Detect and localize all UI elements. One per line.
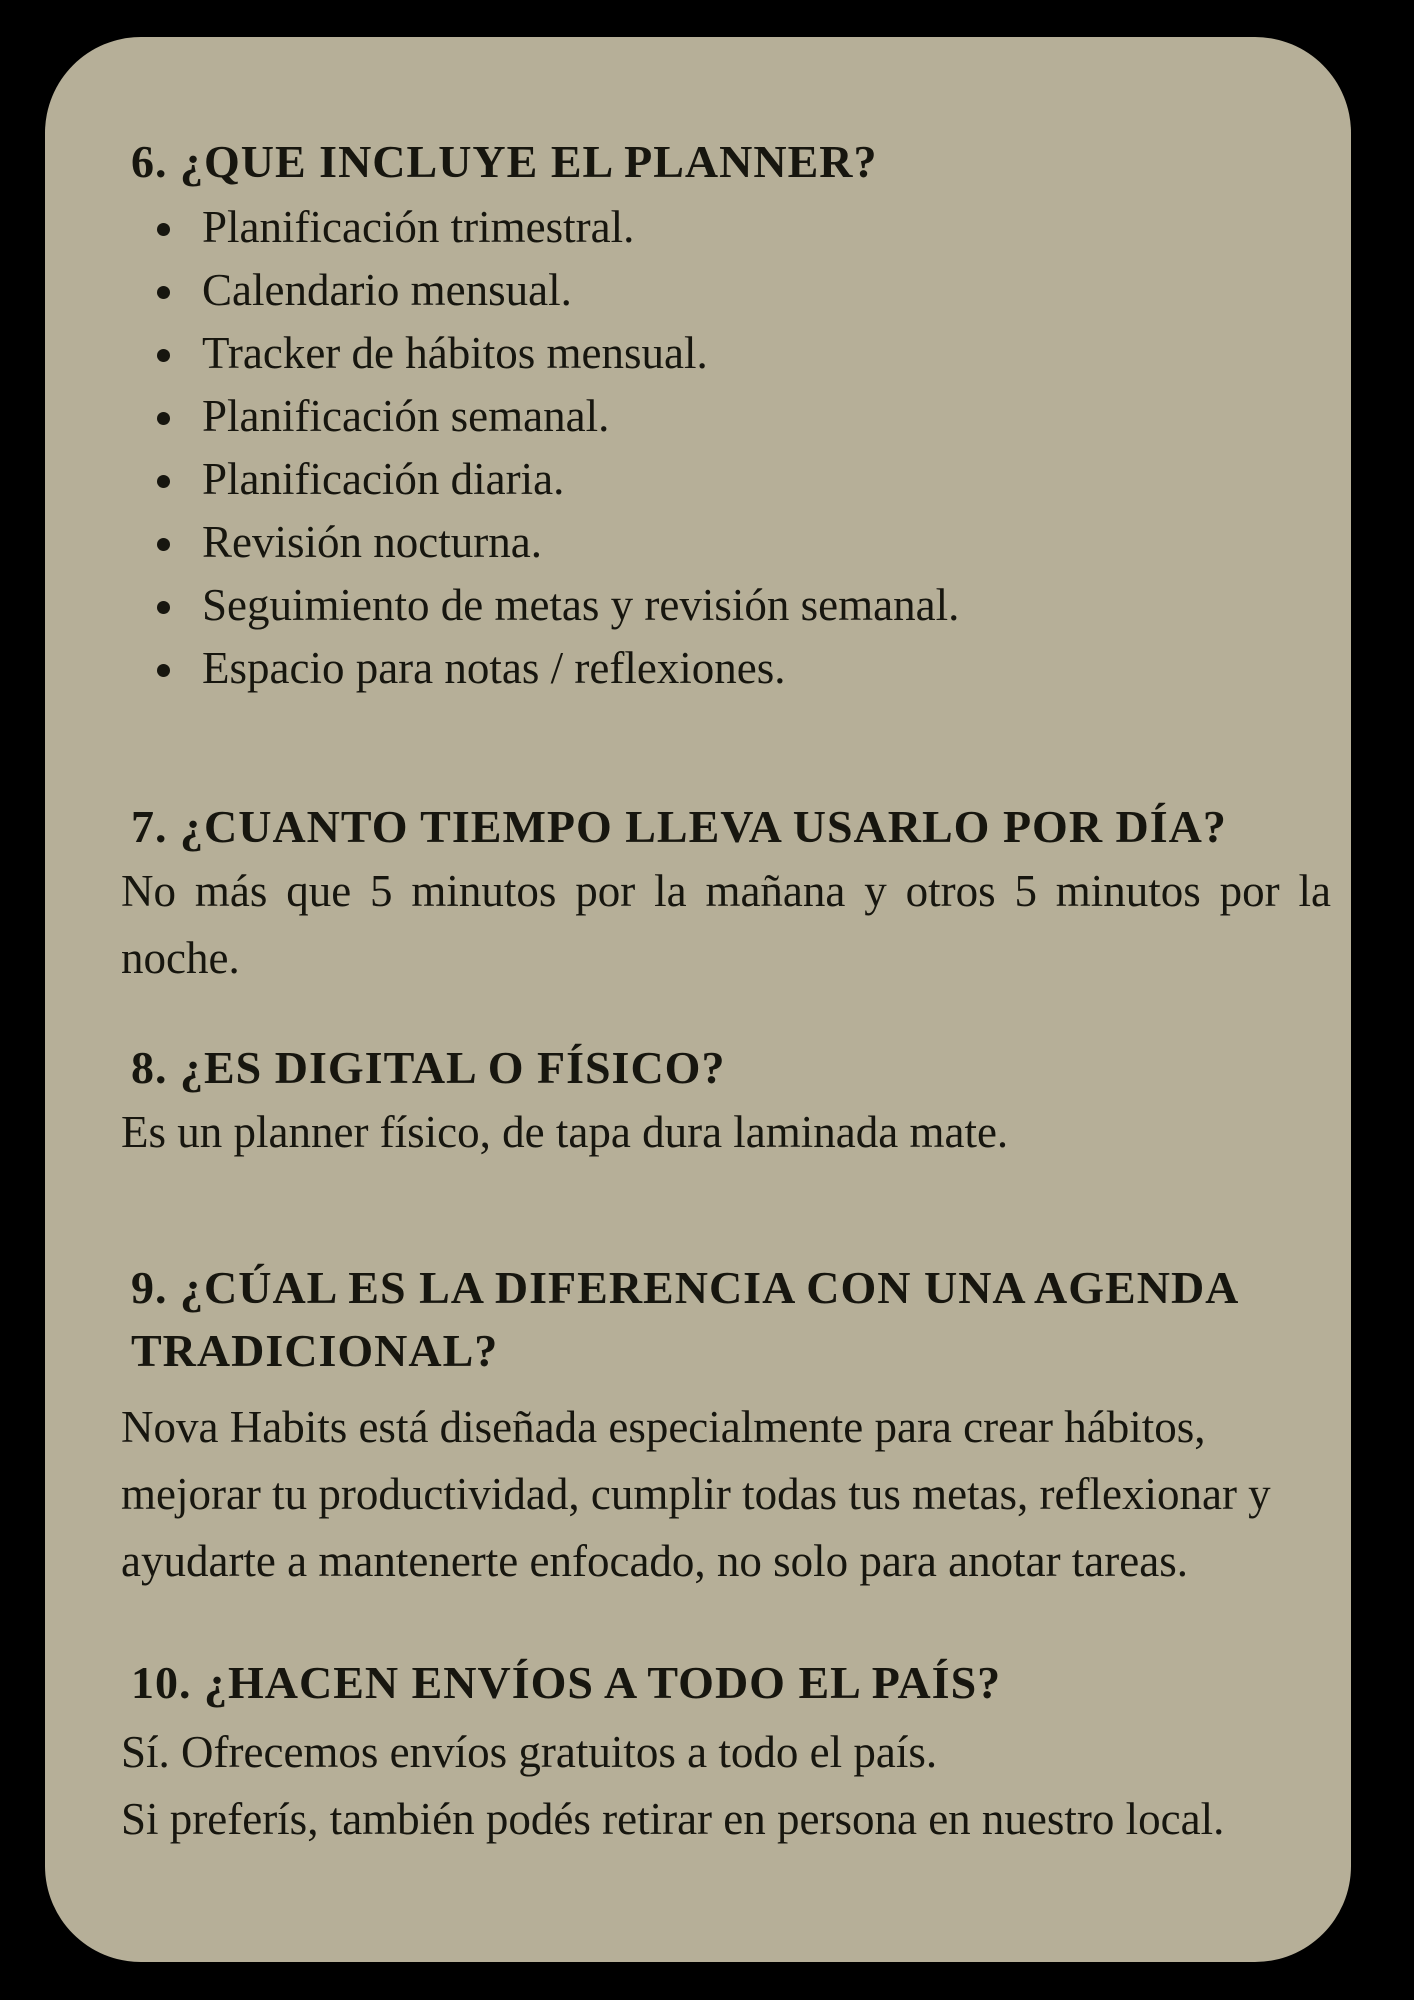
list-item [121, 448, 1331, 511]
question-9-line-1: 9. ¿CÚAL ES LA DIFERENCIA CON UNA AGENDA [131, 1262, 1240, 1313]
faq-card [45, 37, 1351, 1962]
question-7-heading [131, 795, 1331, 858]
bullet-dot-icon [157, 664, 170, 677]
answer-10 [121, 1719, 1331, 1853]
bullet-label: Planificación semanal. [202, 391, 610, 441]
list-item [121, 259, 1331, 322]
list-item [121, 574, 1331, 637]
question-10-heading [131, 1651, 1331, 1714]
bullet-dot-icon [157, 223, 170, 236]
bullet-dot-icon [157, 538, 170, 551]
list-item [121, 637, 1331, 700]
bullet-label: Seguimiento de metas y revisión semanal. [202, 580, 960, 630]
question-9-heading [131, 1256, 1331, 1382]
answer-9-line-1: Nova Habits está diseñada especialmente para crear hábitos, [121, 1402, 1206, 1452]
bullet-dot-icon [157, 601, 170, 614]
planner-includes-list [121, 196, 1331, 700]
answer-7-line-2: noche. [121, 933, 240, 983]
answer-9-line-3: ayudarte a mantenerte enfocado, no solo para anotar tareas. [121, 1536, 1188, 1586]
bullet-dot-icon [157, 286, 170, 299]
question-6-text: 6. ¿QUE INCLUYE EL PLANNER? [131, 136, 878, 187]
answer-7 [121, 858, 1331, 992]
answer-9-line-2: mejorar tu productividad, cumplir todas tus metas, reflexionar y [121, 1469, 1271, 1519]
question-6-heading [131, 130, 1331, 193]
bullet-label: Revisión nocturna. [202, 517, 542, 567]
list-item [121, 322, 1331, 385]
bullet-dot-icon [157, 349, 170, 362]
bullet-label: Planificación diaria. [202, 454, 565, 504]
question-10-text: 10. ¿HACEN ENVÍOS A TODO EL PAÍS? [131, 1657, 1002, 1708]
question-9-line-2: TRADICIONAL? [131, 1325, 499, 1376]
list-item [121, 196, 1331, 259]
answer-9 [121, 1394, 1331, 1595]
question-7-text: 7. ¿CUANTO TIEMPO LLEVA USARLO POR DÍA? [131, 801, 1227, 852]
bullet-dot-icon [157, 412, 170, 425]
list-item [121, 511, 1331, 574]
question-8-heading [131, 1036, 1331, 1099]
answer-10-line-2: Si preferís, también podés retirar en persona en nuestro local. [121, 1794, 1225, 1844]
bullet-label: Calendario mensual. [202, 265, 572, 315]
answer-8: Es un planner físico, de tapa dura laminada mate. [121, 1107, 1009, 1157]
answer-10-line-1: Sí. Ofrecemos envíos gratuitos a todo el país. [121, 1727, 938, 1777]
answer-7-line-1: No más que 5 minutos por la mañana y otros 5 minutos por la [121, 866, 1331, 916]
question-8-text: 8. ¿ES DIGITAL O FÍSICO? [131, 1042, 726, 1093]
bullet-label: Planificación trimestral. [202, 202, 635, 252]
list-item [121, 385, 1331, 448]
bullet-dot-icon [157, 475, 170, 488]
bullet-label: Espacio para notas / reflexiones. [202, 643, 786, 693]
bullet-label: Tracker de hábitos mensual. [202, 328, 708, 378]
